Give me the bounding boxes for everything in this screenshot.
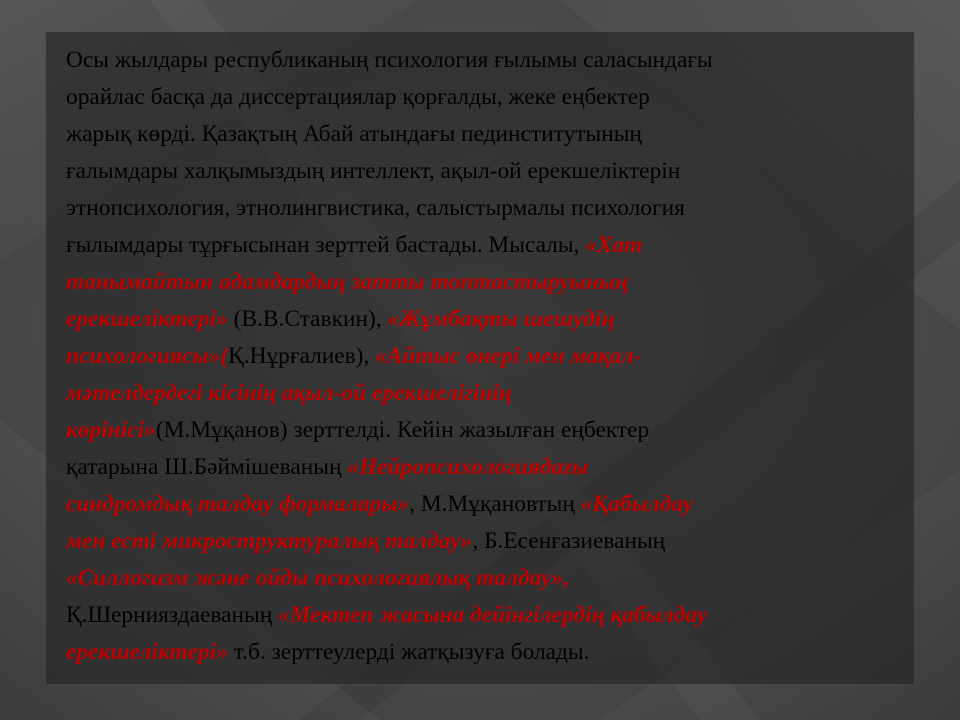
highlighted-title: «Жұмбақты шешудің [387,306,615,332]
text-line [66,560,911,597]
text-line [66,634,911,671]
text-segment: т.б. зерттеулерді жатқызуға болады. [227,639,590,665]
text-segment: Осы жылдары республиканың психология ғылымы саласындағы [66,47,713,73]
highlighted-title: ерекшеліктері» [66,306,228,332]
text-line [66,449,911,486]
text-segment: , М.Мұқановтың [409,491,581,517]
text-line [66,338,911,375]
highlighted-title: мен есті микроструктуралық талдау» [66,528,473,554]
highlighted-title: «Силлогизм және ойды психологиялық талдау», [66,565,570,591]
highlighted-title: синдромдық талдау формалары» [66,491,410,517]
body-paragraph [66,42,911,671]
highlighted-title: танымайтын адамдардың затты топтастыруының [66,269,629,295]
text-line [66,375,911,412]
text-line [66,523,911,560]
text-line [66,597,911,634]
text-line [66,264,911,301]
text-segment: қатарына Ш.Бәймішеваның [66,454,348,480]
highlighted-title: «Нейропсихологиядағы [347,454,589,480]
text-line [66,227,911,264]
text-segment: (В.В.Ставкин), [227,306,388,332]
text-segment: ғалымдары халқымыздың интеллект, ақыл-ой ерекшеліктерін [66,158,681,184]
highlighted-title: «Айтыс өнері мен мақал- [375,343,642,369]
text-line [66,79,911,116]
text-segment: жарық көрді. Қазақтың Абай атындағы пединститутының [66,121,642,147]
text-segment: ғылымдары тұрғысынан зерттей бастады. Мысалы, [66,232,586,258]
highlighted-title: мәтелдердегі кісінің ақыл-ой ерекшелігінің [66,380,512,406]
highlighted-title: «Мектеп жасына дейінгілердің қабылдау [278,602,708,628]
text-line [66,190,911,227]
text-line [66,486,911,523]
text-line [66,412,911,449]
text-line [66,42,911,79]
text-line [66,116,911,153]
text-line [66,153,911,190]
text-segment: (М.Мұқанов) зерттелді. Кейін жазылған еңбектер [155,417,650,443]
text-segment: Қ.Шернияздаеваның [66,602,279,628]
text-segment: этнопсихология, этнолингвистика, салыстырмалы психология [66,195,685,221]
text-line [66,301,911,338]
highlighted-title: психологиясы»( [66,343,229,369]
highlighted-title: «Хат [585,232,643,258]
text-segment: орайлас басқа да диссертациялар қорғалды, жеке еңбектер [66,84,650,110]
highlighted-title: ерекшеліктері» [66,639,228,665]
highlighted-title: көрінісі» [66,417,156,443]
text-segment: Қ.Нұрғалиев), [228,343,376,369]
text-segment: , Б.Есенғазиеваның [472,528,666,554]
highlighted-title: «Қабылдау [580,491,694,517]
